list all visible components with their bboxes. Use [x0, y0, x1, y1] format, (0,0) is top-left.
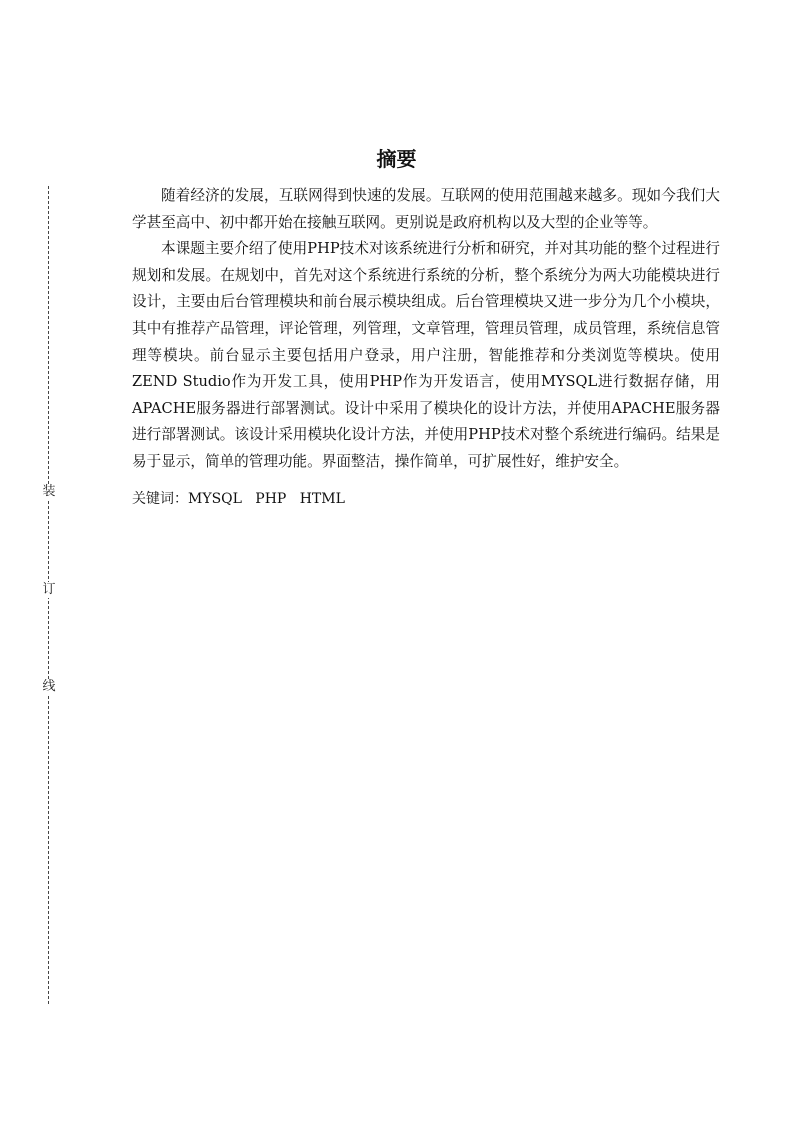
binding-char-ding: 订 [42, 582, 56, 597]
keywords-line: 关键词：MYSQL PHP HTML [132, 490, 345, 507]
abstract-paragraph: 随着经济的发展，互联网得到快速的发展。互联网的使用范围越来越多。现如今我们大学甚至高中、初中都开始在接触互联网。更别说是政府机构以及大型的企业等等。 [132, 187, 720, 231]
binding-char-zhuang: 装 [42, 484, 56, 499]
abstract-body [132, 183, 720, 509]
binding-char-xian: 线 [42, 679, 56, 694]
abstract-paragraph: 本课题主要介绍了使用PHP技术对该系统进行分析和研究，并对其功能的整个过程进行规划和发展。在规划中，首先对这个系统进行系统的分析，整个系统分为两大功能模块进行设计，主要由后台管理模块和前台展示模块组成。后台管理模块又进一步分为几个小模块，其中有推荐产品管理，评论管理，列管理，文章管理，管理员管理，成员管理，系统信息管理等模块。前台显示主要包括用户登录，用户注册，智能推荐和分类浏览等模块。使用ZEND Studio作为开发工具，使用PHP作为开发语言，使用MYSQL进行数据存储，用APACHE服务器进行部署测试。设计中采用了模块化的设计方法，并使用APACHE服务器进行部署测试。该设计采用模块化设计方法，并使用PHP技术对整个系统进行编码。结果是易于显示，简单的管理功能。界面整洁，操作简单，可扩展性好，维护安全。 [132, 240, 720, 470]
abstract-title: 摘要 [376, 147, 417, 171]
